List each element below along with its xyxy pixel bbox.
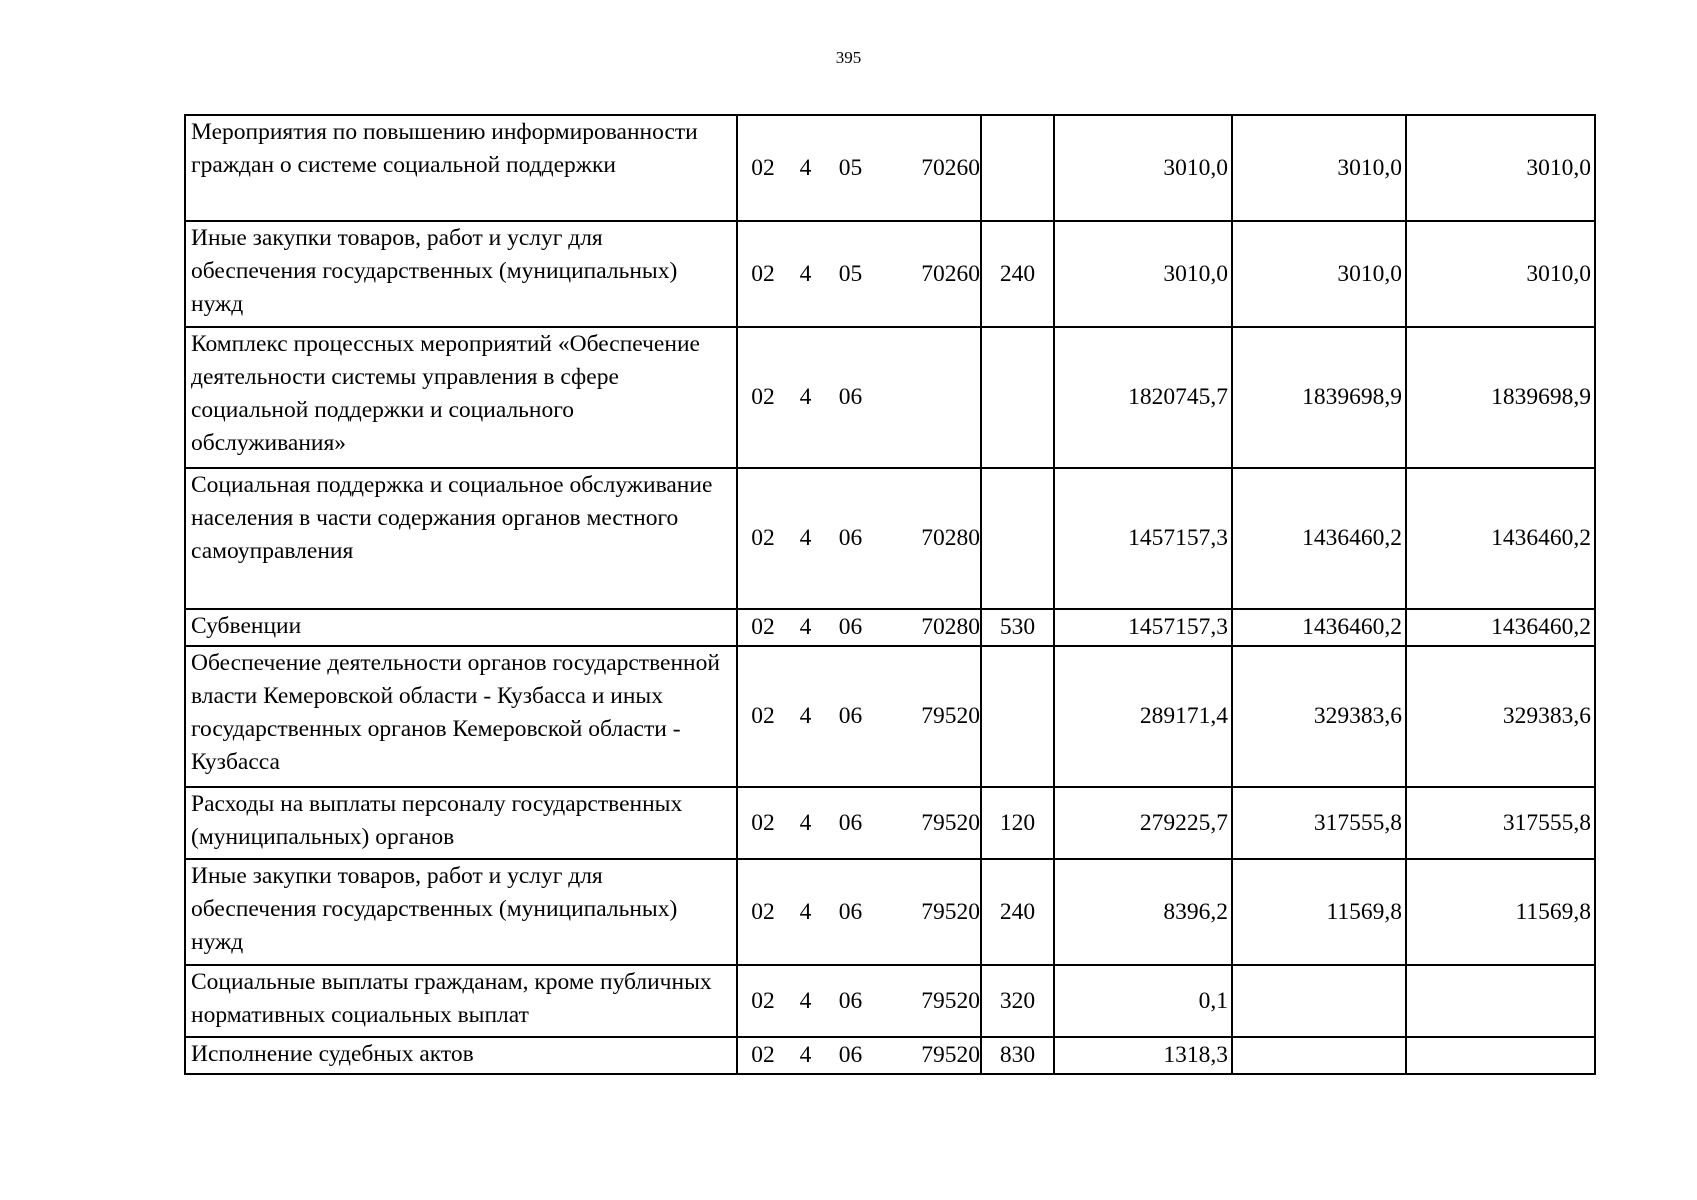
row-amount-2026: 1436460,2 <box>1406 468 1595 609</box>
budget-table <box>184 114 1596 1075</box>
code-pp: 4 <box>799 384 812 410</box>
table-row <box>185 965 1595 1037</box>
row-amount-2026: 1839698,9 <box>1406 327 1595 468</box>
code-om: 06 <box>838 898 863 925</box>
row-amount-2024: 289171,4 <box>1054 646 1232 787</box>
code-gp: 02 <box>751 809 775 836</box>
row-amount-2024: 3010,0 <box>1054 221 1232 327</box>
row-codes <box>737 468 981 609</box>
row-name: Исполнение судебных актов <box>185 1037 737 1074</box>
code-pp: 4 <box>799 1042 812 1068</box>
row-vr: 120 <box>981 787 1054 859</box>
row-codes <box>737 327 981 468</box>
row-amount-2026 <box>1406 1037 1595 1074</box>
table-row <box>185 859 1595 965</box>
row-vr: 240 <box>981 859 1054 965</box>
row-amount-2024: 3010,0 <box>1054 115 1232 221</box>
row-amount-2024: 1457157,3 <box>1054 468 1232 609</box>
row-amount-2025: 3010,0 <box>1232 221 1406 327</box>
row-codes <box>737 221 981 327</box>
code-gp: 02 <box>751 260 775 287</box>
code-tsr: 70260 <box>921 154 980 181</box>
code-pp: 4 <box>799 809 812 836</box>
code-om: 06 <box>838 1042 863 1068</box>
code-tsr: 70280 <box>921 525 980 551</box>
row-vr <box>981 115 1054 221</box>
code-om: 06 <box>838 987 863 1014</box>
row-codes <box>737 646 981 787</box>
row-amount-2026: 3010,0 <box>1406 115 1595 221</box>
row-name: Иные закупки товаров, работ и услуг для обеспечения государственных (муниципальных) нужд <box>185 221 737 327</box>
code-tsr: 70280 <box>921 614 980 640</box>
row-name: Иные закупки товаров, работ и услуг для обеспечения государственных (муниципальных) нужд <box>185 859 737 965</box>
row-amount-2024: 1457157,3 <box>1054 609 1232 646</box>
row-codes <box>737 1037 981 1074</box>
row-amount-2025: 329383,6 <box>1232 646 1406 787</box>
row-codes <box>737 965 981 1037</box>
row-name: Комплекс процессных мероприятий «Обеспечение деятельности системы управления в сфере социальной поддержки и социального обслуживания» <box>185 327 737 468</box>
row-vr <box>981 468 1054 609</box>
row-codes <box>737 787 981 859</box>
code-om: 05 <box>838 260 863 287</box>
row-codes <box>737 115 981 221</box>
row-amount-2025: 11569,8 <box>1232 859 1406 965</box>
table-row <box>185 787 1595 859</box>
code-tsr: 79520 <box>921 987 980 1014</box>
row-amount-2025: 3010,0 <box>1232 115 1406 221</box>
row-name: Расходы на выплаты персоналу государственных (муниципальных) органов <box>185 787 737 859</box>
code-gp: 02 <box>751 987 775 1014</box>
code-tsr: 79520 <box>921 703 980 729</box>
row-amount-2026: 3010,0 <box>1406 221 1595 327</box>
row-name: Субвенции <box>185 609 737 646</box>
code-om: 06 <box>838 614 863 640</box>
row-vr: 830 <box>981 1037 1054 1074</box>
code-om: 06 <box>838 525 863 551</box>
row-codes <box>737 609 981 646</box>
code-om: 06 <box>838 703 863 729</box>
row-amount-2025 <box>1232 1037 1406 1074</box>
row-amount-2025: 317555,8 <box>1232 787 1406 859</box>
code-gp: 02 <box>751 525 775 551</box>
row-amount-2026: 1436460,2 <box>1406 609 1595 646</box>
row-amount-2024: 279225,7 <box>1054 787 1232 859</box>
code-tsr: 70260 <box>921 260 980 287</box>
code-om: 05 <box>838 154 863 181</box>
code-om: 06 <box>838 384 863 410</box>
code-tsr: 79520 <box>921 898 980 925</box>
code-gp: 02 <box>751 154 775 181</box>
table-row <box>185 115 1595 221</box>
page-number: 395 <box>835 48 862 67</box>
row-name: Обеспечение деятельности органов государственной власти Кемеровской области - Кузбасса и иных государственных органов Кемеровской области - Кузбасса <box>185 646 737 787</box>
code-om: 06 <box>838 809 863 836</box>
row-amount-2024: 8396,2 <box>1054 859 1232 965</box>
code-pp: 4 <box>799 525 812 551</box>
table-row <box>185 646 1595 787</box>
code-pp: 4 <box>799 898 812 925</box>
row-amount-2025: 1436460,2 <box>1232 609 1406 646</box>
code-pp: 4 <box>799 703 812 729</box>
table-row <box>185 468 1595 609</box>
row-amount-2024: 1820745,7 <box>1054 327 1232 468</box>
row-amount-2024: 1318,3 <box>1054 1037 1232 1074</box>
row-vr: 530 <box>981 609 1054 646</box>
row-amount-2024: 0,1 <box>1054 965 1232 1037</box>
code-gp: 02 <box>751 1042 775 1068</box>
row-amount-2026 <box>1406 965 1595 1037</box>
code-gp: 02 <box>751 614 775 640</box>
row-amount-2025 <box>1232 965 1406 1037</box>
code-pp: 4 <box>799 987 812 1014</box>
row-vr <box>981 646 1054 787</box>
code-pp: 4 <box>799 614 812 640</box>
table-row <box>185 609 1595 646</box>
code-gp: 02 <box>751 703 775 729</box>
row-amount-2025: 1436460,2 <box>1232 468 1406 609</box>
row-amount-2026: 329383,6 <box>1406 646 1595 787</box>
code-tsr: 79520 <box>921 809 980 836</box>
row-vr: 320 <box>981 965 1054 1037</box>
row-name: Мероприятия по повышению информированности граждан о системе социальной поддержки <box>185 115 737 221</box>
row-vr: 240 <box>981 221 1054 327</box>
row-name: Социальная поддержка и социальное обслуживание населения в части содержания органов местного самоуправления <box>185 468 737 609</box>
table-row <box>185 221 1595 327</box>
row-codes <box>737 859 981 965</box>
row-vr <box>981 327 1054 468</box>
row-amount-2026: 11569,8 <box>1406 859 1595 965</box>
row-amount-2026: 317555,8 <box>1406 787 1595 859</box>
table-row <box>185 1037 1595 1074</box>
code-pp: 4 <box>799 260 812 287</box>
code-tsr: 79520 <box>921 1042 980 1068</box>
table-row <box>185 327 1595 468</box>
row-name: Социальные выплаты гражданам, кроме публичных нормативных социальных выплат <box>185 965 737 1037</box>
code-gp: 02 <box>751 384 775 410</box>
code-pp: 4 <box>799 154 812 181</box>
code-gp: 02 <box>751 898 775 925</box>
row-amount-2025: 1839698,9 <box>1232 327 1406 468</box>
